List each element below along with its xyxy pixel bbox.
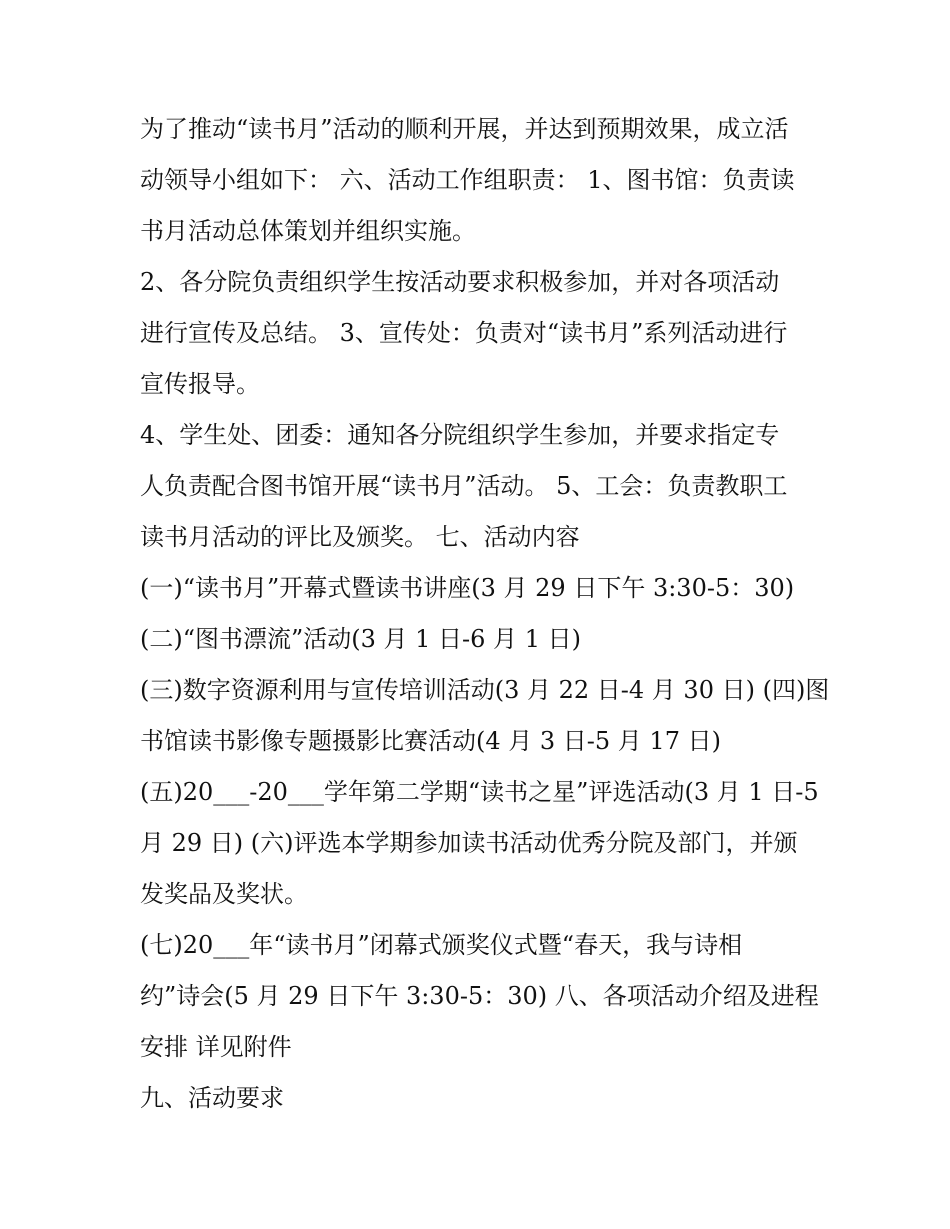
paragraph-student-affairs (140, 410, 810, 563)
paragraph-item-3-4 (140, 665, 830, 767)
text-line: 4、学生处、团委：通知各分院组织学生参加，并要求指定专 (140, 421, 780, 449)
text-line: 宣传报导。 (140, 370, 260, 398)
text-line: 发奖品及奖状。 (140, 880, 308, 908)
text-line: (二)“图书漂流”活动(3 月 1 日-6 月 1 日) (140, 625, 581, 653)
text-line: 约”诗会(5 月 29 日下午 3:30-5：30) 八、各项活动介绍及进程 (140, 982, 819, 1010)
text-line: (五)20___-20___学年第二学期“读书之星”评选活动(3 月 1 日-5 (140, 778, 819, 806)
text-line: 为了推动“读书月”活动的顺利开展，并达到预期效果，成立活 (140, 115, 789, 143)
text-line: 读书月活动的评比及颁奖。 七、活动内容 (140, 523, 580, 551)
text-line: (一)“读书月”开幕式暨读书讲座(3 月 29 日下午 3:30-5：30) (140, 574, 795, 602)
text-line: 人负责配合图书馆开展“读书月”活动。 5、工会：负责教职工 (140, 472, 788, 500)
text-line: 月 29 日) (六)评选本学期参加读书活动优秀分院及部门，并颁 (140, 829, 798, 857)
paragraph-item-1 (140, 563, 810, 614)
section-heading-requirements (140, 1073, 810, 1124)
text-line: 2、各分院负责组织学生按活动要求积极参加，并对各项活动 (140, 268, 780, 296)
text-line: 书月活动总体策划并组织实施。 (140, 217, 476, 245)
text-line: 进行宣传及总结。 3、宣传处：负责对“读书月”系列活动进行 (140, 319, 788, 347)
text-line: (三)数字资源利用与宣传培训活动(3 月 22 日-4 月 30 日) (四)图 (140, 676, 830, 704)
paragraph-branch-duties (140, 257, 810, 410)
text-line: 书馆读书影像专题摄影比赛活动(4 月 3 日-5 月 17 日) (140, 727, 721, 755)
document-body (140, 104, 830, 1124)
text-line: 九、活动要求 (140, 1084, 284, 1112)
paragraph-item-5-6 (140, 767, 819, 920)
text-line: 安排 详见附件 (140, 1033, 292, 1061)
text-line: 动领导小组如下： 六、活动工作组职责： 1、图书馆：负责读 (140, 166, 795, 194)
paragraph-item-2 (140, 614, 810, 665)
paragraph-leadership (140, 104, 810, 257)
text-line: (七)20___年“读书月”闭幕式颁奖仪式暨“春天，我与诗相 (140, 931, 743, 959)
paragraph-item-7 (140, 920, 819, 1073)
